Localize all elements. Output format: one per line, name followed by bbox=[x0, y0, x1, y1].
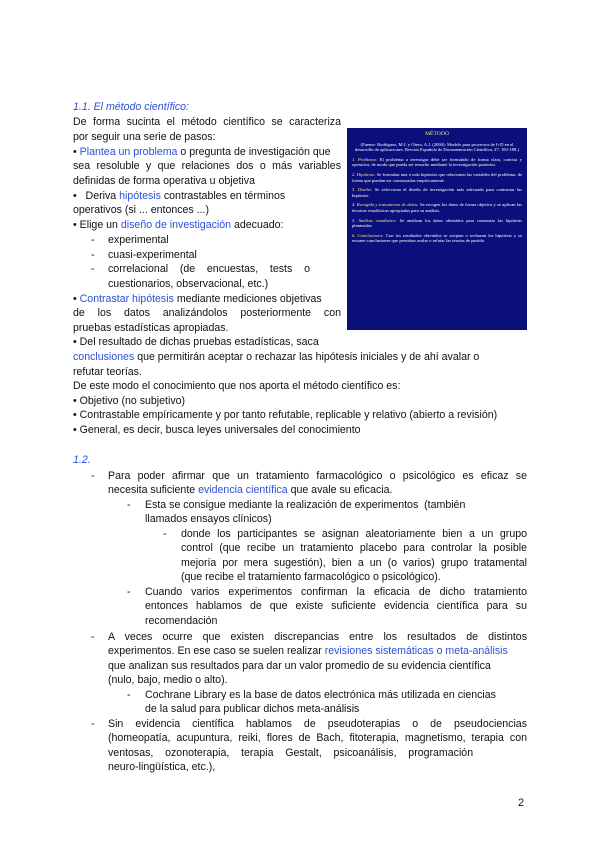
design-dash-1: - bbox=[91, 234, 95, 246]
evidence-line-2: necesita suficiente evidencia científica que avale su eficacia. bbox=[108, 484, 393, 496]
design-cuasi-experimental: cuasi-experimental bbox=[108, 249, 197, 261]
step-contrast: • Contrastar hipótesis mediante mediciones objetivas bbox=[73, 293, 322, 305]
list-dash: - bbox=[91, 718, 95, 730]
knowledge-contrastable: • Contrastable empíricamente y por tanto refutable, replicable y relativo (abierto a revisión) bbox=[73, 409, 498, 421]
knowledge-objetivo: • Objetivo (no subjetivo) bbox=[73, 395, 186, 407]
evidence-line-1: Para poder afirmar que un tratamiento farmacológico o psicológico es eficaz se bbox=[108, 470, 527, 482]
step-hypothesis: • Deriva hipótesis contrastables en términos bbox=[73, 190, 286, 202]
slide-item: 4. Recogida y tratamiento de datos: Se recogen los datos de forma objetiva y se aplican las técnicas estadísticas apropiadas para su análisis. bbox=[352, 202, 522, 213]
link-revisiones-meta-analisis[interactable]: revisiones sistemáticas o meta-análisis bbox=[324, 645, 508, 657]
cochrane-line-2: de la salud para publicar dichos meta-análisis bbox=[145, 703, 360, 715]
experiments-line-2: llamados ensayos clínicos) bbox=[145, 513, 272, 525]
list-dash: - bbox=[91, 631, 95, 643]
link-evidencia-cientifica[interactable]: evidencia científica bbox=[198, 484, 288, 496]
confirm-line-1: Cuando varios experimentos confirman la eficacia de dicho tratamiento bbox=[145, 586, 527, 598]
step-conclusions-line-2: conclusiones que permitirán aceptar o rechazar las hipótesis iniciales y de ahí avalar o bbox=[73, 351, 480, 363]
section-heading-1-2: 1.2. bbox=[73, 454, 91, 466]
knowledge-intro: De este modo el conocimiento que nos aporta el método científico es: bbox=[73, 380, 401, 392]
step-hypothesis-line-2: operativos (si ... entonces ...) bbox=[73, 204, 210, 216]
link-diseno-investigacion[interactable]: diseño de investigación bbox=[120, 219, 232, 231]
confirm-line-2: entonces hablamos de que existe suficiente evidencia científica para su bbox=[145, 600, 527, 612]
method-slide-image bbox=[347, 128, 527, 330]
intro-line-1: De forma sucinta el método científico se caracteriza bbox=[73, 116, 341, 128]
list-dash: - bbox=[127, 586, 131, 598]
participants-line-3: mejoría por mera sugestión), bien a un (o varios) grupo tratamental bbox=[181, 557, 527, 569]
step-conclusions-line-3: refutar teorías. bbox=[73, 366, 142, 378]
step-problem: • Plantea un problema o pregunta de investigación que bbox=[73, 146, 331, 158]
discrepancies-line-2: experimentos. En ese caso se suelen realizar revisiones sistemáticas o meta-análisis bbox=[108, 645, 508, 657]
participants-line-4: (que recibe el tratamiento farmacológico o psicológico). bbox=[181, 571, 441, 583]
section-heading-1-1: 1.1. El método científico: bbox=[73, 101, 190, 113]
discrepancies-line-3: que analizan sus resultados para dar un valor promedio de su evidencia científica bbox=[108, 660, 491, 672]
link-conclusiones[interactable]: conclusiones bbox=[73, 351, 135, 363]
link-plantea-problema[interactable]: Plantea un problema bbox=[79, 146, 178, 158]
link-hipotesis[interactable]: hipótesis bbox=[119, 190, 161, 202]
discrepancies-line-1: A veces ocurre que existen discrepancias entre los resultados de distintos bbox=[108, 631, 527, 643]
discrepancies-line-4: (nulo, bajo, medio o alto). bbox=[108, 674, 228, 686]
design-correlacional: correlacional (de encuestas, tests o bbox=[108, 263, 310, 275]
confirm-line-3: recomendación bbox=[145, 615, 218, 627]
slide-reference: (Fuente: Rodríguez, M.J. y Otero, A.J. (2004): Modelo para proyectos de I+D en el desarrollo de aplicaciones. Revista Española de Documentación Científica, 27, 183-188.) bbox=[355, 141, 519, 153]
list-dash: - bbox=[127, 689, 131, 701]
step-problem-line-3: definidas de forma operativa u objetiva bbox=[73, 175, 255, 187]
page-number: 2 bbox=[518, 797, 525, 809]
slide-item: 6. Conclusiones: Con los resultados obtenidos se aceptan o rechazan las hipótesis y se extraen conclusiones que permitan avalar o refutar las teorías de partida. bbox=[352, 232, 522, 244]
pseudo-line-4: neuro-lingüística, etc.), bbox=[108, 761, 216, 773]
slide-item: 3. Diseño: Se selecciona el diseño de investigación más adecuado para contrastar las hipótesis. bbox=[352, 187, 522, 198]
slide-item: 1. Problema: El problema a investigar debe ser formulado de forma clara, concisa y operativa, de modo que pueda ser resuelto mediante la investigación posterior. bbox=[352, 156, 522, 168]
knowledge-general: • General, es decir, busca leyes universales del conocimiento bbox=[73, 424, 361, 436]
design-dash-3: - bbox=[91, 263, 95, 275]
pseudo-line-1: Sin evidencia científica hablamos de pseudoterapias o de pseudociencias bbox=[108, 718, 527, 730]
step-problem-line-2: sea resoluble y que relaciones dos o más variables bbox=[73, 160, 341, 172]
cochrane-line-1: Cochrane Library es la base de datos electrónica más utilizada en ciencias bbox=[145, 689, 496, 701]
slide-item: 2. Hipótesis: Se formulan una o más hipótesis que relacionen las variables del problema, de forma que puedan ser contrastadas empíricamente. bbox=[352, 171, 522, 183]
design-dash-2: - bbox=[91, 249, 95, 261]
slide-title: MÉTODO bbox=[425, 131, 449, 137]
pseudo-line-3: ventosas, ozonoterapia, terapia Gestalt, psicoanálisis, programación bbox=[108, 747, 474, 759]
participants-line-1: donde los participantes se asignan aleatoriamente bien a un grupo bbox=[181, 528, 527, 540]
design-correlacional-line-2: cuestionarios, observacional, etc.) bbox=[108, 278, 269, 290]
link-contrastar-hipotesis[interactable]: Contrastar hipótesis bbox=[79, 293, 174, 305]
step-contrast-line-3: pruebas estadísticas apropiadas. bbox=[73, 322, 229, 334]
step-contrast-line-2: de los datos analizándolos posteriormente con bbox=[73, 307, 341, 319]
intro-line-2: por seguir una serie de pasos: bbox=[73, 131, 216, 143]
experiments-line-1: Esta se consigue mediante la realización de experimentos (también bbox=[145, 499, 466, 511]
slide-item: 5. Análisis estadístico: Se analizan los datos obtenidos para contrastar las hipótesis planteadas. bbox=[352, 217, 522, 229]
participants-line-2: control (que recibe un tratamiento placebo para controlar la posible bbox=[181, 542, 527, 554]
list-dash: - bbox=[163, 528, 167, 540]
list-dash: - bbox=[127, 499, 131, 511]
design-experimental: experimental bbox=[108, 234, 169, 246]
pseudo-line-2: (homeopatía, acupuntura, reiki, flores de Bach, fitoterapia, magnetismo, terapia con bbox=[108, 732, 527, 744]
step-conclusions-line-1: • Del resultado de dichas pruebas estadísticas, saca bbox=[73, 336, 319, 348]
step-design: • Elige un diseño de investigación adecuado: bbox=[73, 219, 284, 231]
list-dash: - bbox=[91, 470, 95, 482]
